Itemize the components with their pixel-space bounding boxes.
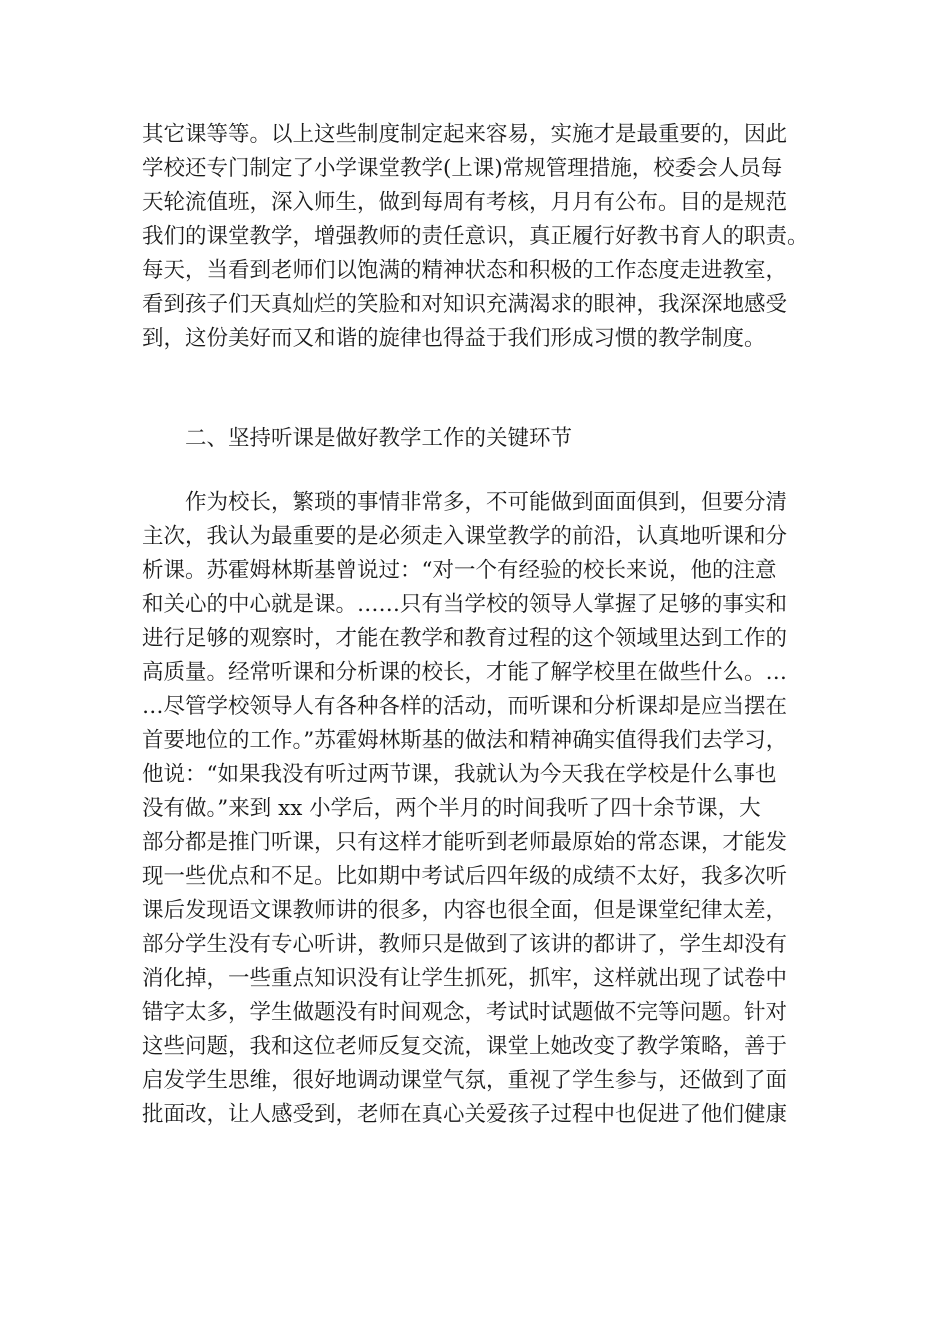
paragraph-line: 到，这份美好而又和谐的旋律也得益于我们形成习惯的教学制度。 bbox=[142, 326, 766, 351]
paragraph-line: 主次，我认为最重要的是必须走入课堂教学的前沿，认真地听课和分 bbox=[142, 524, 788, 549]
paragraph-line: 现一些优点和不足。比如期中考试后四年级的成绩不太好，我多次听 bbox=[142, 864, 788, 889]
paragraph-line: 消化掉，一些重点知识没有让学生抓死，抓牢，这样就出现了试卷中 bbox=[142, 966, 788, 991]
paragraph-line: 批面改，让人感受到，老师在真心关爱孩子过程中也促进了他们健康 bbox=[142, 1102, 788, 1127]
paragraph-line: 进行足够的观察时，才能在教学和教育过程的这个领域里达到工作的 bbox=[142, 626, 788, 651]
section-heading: 二、坚持听课是做好教学工作的关键环节 bbox=[185, 426, 573, 451]
paragraph-line: 高质量。经常听课和分析课的校长，才能了解学校里在做些什么。… bbox=[142, 660, 788, 685]
paragraph-line: 错字太多，学生做题没有时间观念，考试时试题做不完等问题。针对 bbox=[142, 1000, 788, 1025]
paragraph-line: 每天，当看到老师们以饱满的精神状态和积极的工作态度走进教室， bbox=[142, 258, 788, 283]
paragraph-line: 部分都是推门听课，只有这样才能听到老师最原始的常态课，才能发 bbox=[142, 830, 788, 855]
paragraph-line: …尽管学校领导人有各种各样的活动，而听课和分析课却是应当摆在 bbox=[142, 694, 788, 719]
paragraph-line: 首要地位的工作。”苏霍姆林斯基的做法和精神确实值得我们去学习， bbox=[142, 728, 788, 753]
paragraph-line: 学校还专门制定了小学课堂教学(上课)常规管理措施，校委会人员每 bbox=[142, 156, 783, 181]
paragraph-line: 启发学生思维，很好地调动课堂气氛，重视了学生参与，还做到了面 bbox=[142, 1068, 788, 1093]
paragraph-line: 部分学生没有专心听讲，教师只是做到了该讲的都讲了，学生却没有 bbox=[142, 932, 788, 957]
paragraph-line: 其它课等等。以上这些制度制定起来容易，实施才是最重要的，因此 bbox=[142, 122, 788, 147]
paragraph-line: 没有做。”来到 xx 小学后，两个半月的时间我听了四十余节课，大 bbox=[142, 796, 761, 821]
paragraph-line: 我们的课堂教学，增强教师的责任意识，真正履行好教书育人的职责。 bbox=[142, 224, 809, 249]
paragraph-line: 他说：“如果我没有听过两节课，我就认为今天我在学校是什么事也 bbox=[142, 762, 777, 787]
paragraph-line: 析课。苏霍姆林斯基曾说过：“对一个有经验的校长来说，他的注意 bbox=[142, 558, 777, 583]
paragraph-line: 课后发现语文课教师讲的很多，内容也很全面，但是课堂纪律太差， bbox=[142, 898, 788, 923]
paragraph-line: 看到孩子们天真灿烂的笑脸和对知识充满渴求的眼神，我深深地感受 bbox=[142, 292, 788, 317]
paragraph-line: 作为校长，繁琐的事情非常多，不可能做到面面俱到，但要分清 bbox=[185, 490, 788, 515]
paragraph-line: 和关心的中心就是课。……只有当学校的领导人掌握了足够的事实和 bbox=[142, 592, 788, 617]
paragraph-line: 天轮流值班，深入师生，做到每周有考核，月月有公布。目的是规范 bbox=[142, 190, 788, 215]
paragraph-line: 这些问题，我和这位老师反复交流，课堂上她改变了教学策略，善于 bbox=[142, 1034, 788, 1059]
